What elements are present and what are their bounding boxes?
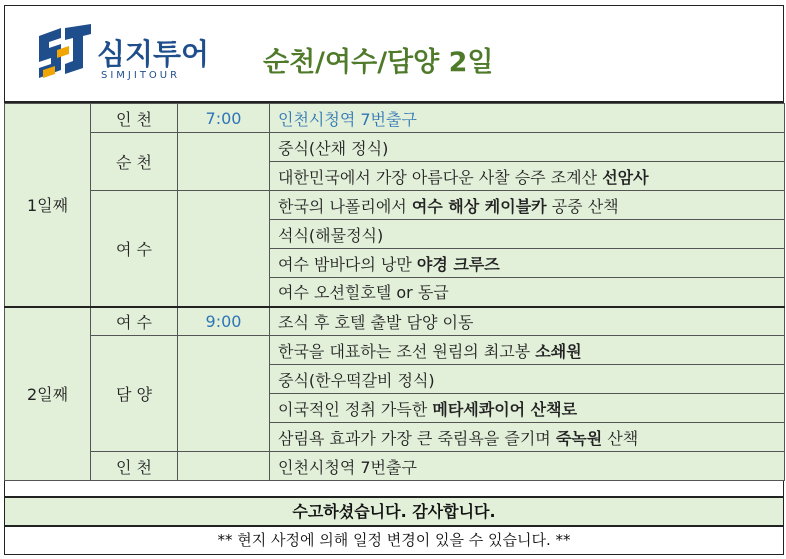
activity-description xyxy=(270,278,785,307)
activity-text: 석식(해물정식) xyxy=(278,225,384,245)
highlight-text: 선암사 xyxy=(602,167,649,187)
highlight-text: 죽녹원 xyxy=(555,428,603,448)
place-label: 인 천 xyxy=(91,452,178,481)
highlight-text: 야경 크루즈 xyxy=(416,254,500,274)
page-title: 순천/여수/담양 2일 xyxy=(263,47,494,78)
place-label: 여 수 xyxy=(91,307,178,336)
activity-description xyxy=(270,336,785,365)
activity-text: 중식(한우떡갈비 정식) xyxy=(278,370,435,390)
activity-description xyxy=(270,365,785,394)
highlight-text: 메타세콰이어 산책로 xyxy=(432,399,578,419)
schedule-row xyxy=(5,191,785,220)
activity-description xyxy=(270,220,785,249)
activity-text: 여수 밤바다의 낭만 xyxy=(278,254,417,274)
time-label xyxy=(178,191,270,307)
activity-description xyxy=(270,162,785,191)
highlight-text: 소쇄원 xyxy=(535,341,582,361)
activity-text: 인천시청역 7번출구 xyxy=(278,109,417,129)
header xyxy=(4,5,784,103)
change-notice: ** 현지 사정에 의해 일정 변경이 있을 수 있습니다. ** xyxy=(4,526,784,555)
activity-text: 인천시청역 7번출구 xyxy=(278,457,417,477)
logo-name: 심지투어 xyxy=(97,37,210,71)
activity-text: 대한민국에서 가장 아름다운 사찰 승주 조계산 xyxy=(278,167,603,187)
activity-description xyxy=(270,394,785,423)
logo-subtitle: SIMJITOUR xyxy=(101,70,181,81)
activity-description xyxy=(270,191,785,220)
time-label xyxy=(178,133,270,191)
activity-text: 산책 xyxy=(602,428,639,448)
place-label: 담 양 xyxy=(91,336,178,452)
schedule-row xyxy=(5,104,785,133)
time-label: 7:00 xyxy=(178,104,270,133)
activity-description xyxy=(270,133,785,162)
schedule-row xyxy=(5,336,785,365)
activity-text: 공중 산책 xyxy=(546,196,619,216)
day-label: 1일째 xyxy=(5,104,91,307)
place-label: 인 천 xyxy=(91,104,178,133)
schedule-row xyxy=(5,307,785,336)
activity-text: 한국을 대표하는 조선 원림의 최고봉 xyxy=(278,341,536,361)
schedule-table xyxy=(4,103,785,481)
highlight-text: 여수 해상 케이블카 xyxy=(411,196,547,216)
activity-description xyxy=(270,249,785,278)
activity-text: 조식 후 호텔 출발 담양 이동 xyxy=(278,312,474,332)
activity-text: 이국적인 정취 가득한 xyxy=(278,399,433,419)
activity-text: 한국의 나폴리에서 xyxy=(278,196,412,216)
activity-text: 중식(산채 정식) xyxy=(278,138,389,158)
day-label: 2일째 xyxy=(5,307,91,481)
time-label xyxy=(178,452,270,481)
schedule-row xyxy=(5,452,785,481)
schedule-row xyxy=(5,133,785,162)
activity-text: 여수 오션힐호텔 or 동급 xyxy=(278,283,449,303)
place-label: 순 천 xyxy=(91,133,178,191)
activity-text: 삼림욕 효과가 가장 큰 죽림욕을 즐기며 xyxy=(278,428,556,448)
activity-description xyxy=(270,452,785,481)
simjitour-logo-icon xyxy=(35,24,95,84)
activity-description xyxy=(270,423,785,452)
activity-description xyxy=(270,104,785,133)
place-label: 여 수 xyxy=(91,191,178,307)
time-label xyxy=(178,336,270,452)
thanks-message: 수고하셨습니다. 감사합니다. xyxy=(4,496,784,526)
activity-description xyxy=(270,307,785,336)
time-label: 9:00 xyxy=(178,307,270,336)
company-logo xyxy=(35,24,225,86)
